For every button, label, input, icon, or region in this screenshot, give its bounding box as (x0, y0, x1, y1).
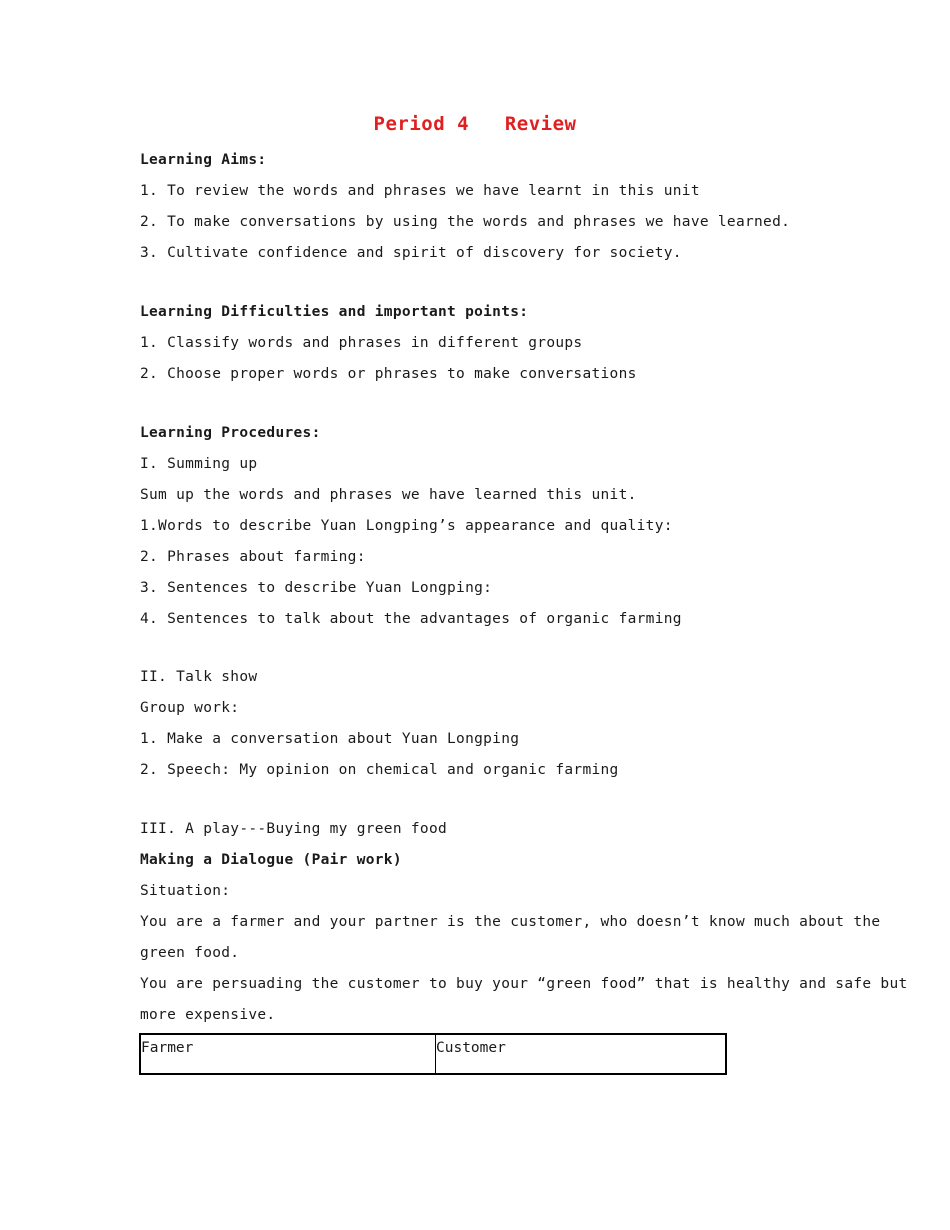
table-cell-customer: Customer (436, 1040, 506, 1056)
section-heading-learning-aims: Learning Aims: (140, 152, 267, 168)
situation-text-line-1: You are a farmer and your partner is the customer, who doesn’t know much about the (140, 914, 881, 930)
dialogue-heading: Making a Dialogue (Pair work) (140, 852, 402, 868)
situation-text-line-2: green food. (140, 945, 240, 961)
aim-item-2: 2. To make conversations by using the words and phrases we have learned. (140, 214, 791, 230)
talk-show-item-2: 2. Speech: My opinion on chemical and organic farming (140, 762, 619, 778)
group-work-label: Group work: (140, 700, 240, 716)
aim-item-3: 3. Cultivate confidence and spirit of discovery for society. (140, 245, 682, 261)
table-cell-farmer: Farmer (141, 1035, 436, 1073)
section-heading-difficulties: Learning Difficulties and important points: (140, 304, 529, 320)
aim-item-1: 1. To review the words and phrases we have learnt in this unit (140, 183, 700, 199)
situation-text-line-3: You are persuading the customer to buy your “green food” that is healthy and safe but (140, 976, 908, 992)
summing-up-item-3: 3. Sentences to describe Yuan Longping: (140, 580, 493, 596)
summing-up-item-1: 1.Words to describe Yuan Longping’s appearance and quality: (140, 518, 673, 534)
situation-text-line-4: more expensive. (140, 1007, 276, 1023)
section-heading-procedures: Learning Procedures: (140, 425, 321, 441)
difficulty-item-1: 1. Classify words and phrases in different groups (140, 335, 583, 351)
procedure-step-1-instruction: Sum up the words and phrases we have learned this unit. (140, 487, 637, 503)
situation-label: Situation: (140, 883, 231, 899)
talk-show-item-1: 1. Make a conversation about Yuan Longping (140, 731, 520, 747)
procedure-step-2-heading: II. Talk show (140, 669, 258, 685)
summing-up-item-2: 2. Phrases about farming: (140, 549, 366, 565)
page-title: Period 4 Review (373, 113, 577, 135)
procedure-step-3-heading: III. A play---Buying my green food (140, 821, 448, 837)
difficulty-item-2: 2. Choose proper words or phrases to make conversations (140, 366, 637, 382)
procedure-step-1-heading: I. Summing up (140, 456, 258, 472)
summing-up-item-4: 4. Sentences to talk about the advantages of organic farming (140, 611, 682, 627)
dialogue-table (139, 1033, 727, 1075)
